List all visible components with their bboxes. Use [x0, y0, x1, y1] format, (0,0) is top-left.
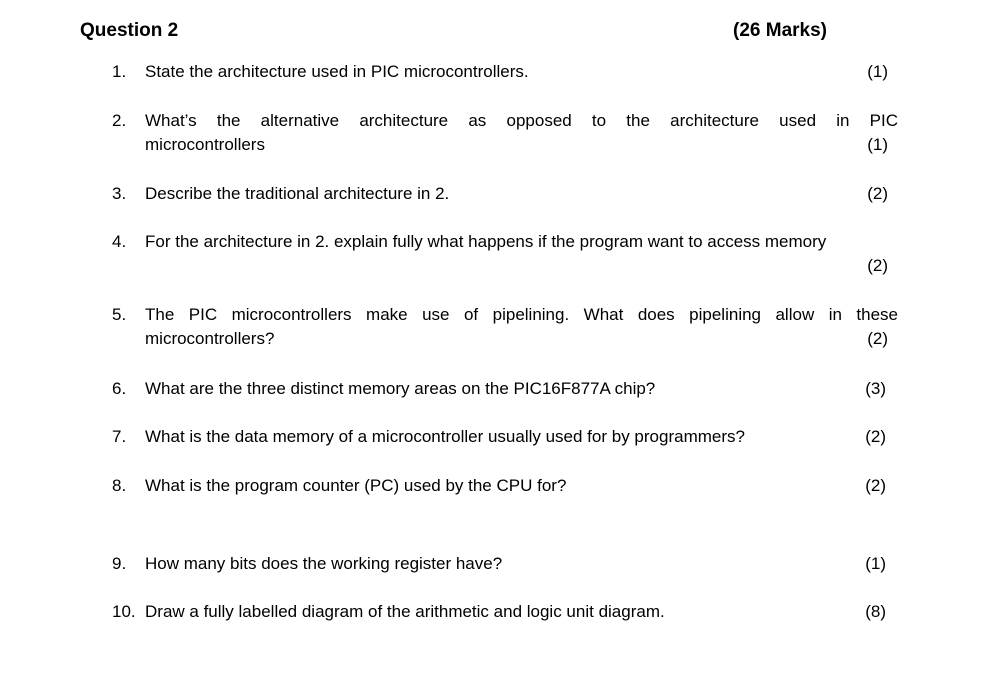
- question-marks: (1): [865, 554, 886, 573]
- question-number: 9.: [112, 554, 127, 573]
- question-marks: (3): [865, 379, 886, 398]
- question-number: 7.: [112, 427, 127, 446]
- question-text: Describe the traditional architecture in 2.: [145, 184, 450, 203]
- question-text: What is the program counter (PC) used by the CPU for?: [145, 476, 567, 495]
- question-text: The PIC microcontrollers make use of pipelining. What does pipelining allow in these: [145, 305, 898, 324]
- question-text: What are the three distinct memory areas on the PIC16F877A chip?: [145, 379, 656, 398]
- question-text: What is the data memory of a microcontroller usually used for by programmers?: [145, 427, 745, 446]
- question-text-continued: microcontrollers: [145, 135, 265, 154]
- question-text: State the architecture used in PIC microcontrollers.: [145, 62, 529, 81]
- question-marks: (1): [867, 135, 888, 154]
- question-marks: (2): [867, 256, 888, 275]
- question-marks: (2): [865, 427, 886, 446]
- question-marks: (8): [865, 602, 886, 621]
- question-text: For the architecture in 2. explain fully what happens if the program want to access memory: [145, 232, 827, 251]
- question-text: What’s the alternative architecture as opposed to the architecture used in PIC: [145, 111, 898, 130]
- question-number: 3.: [112, 184, 127, 203]
- total-marks: (26 Marks): [733, 20, 827, 41]
- question-text: Draw a fully labelled diagram of the arithmetic and logic unit diagram.: [145, 602, 665, 621]
- question-marks: (2): [867, 184, 888, 203]
- question-marks: (2): [867, 329, 888, 348]
- question-number: 5.: [112, 305, 127, 324]
- question-marks: (1): [867, 62, 888, 81]
- question-number: 2.: [112, 111, 127, 130]
- question-text-continued: microcontrollers?: [145, 329, 275, 348]
- question-number: 6.: [112, 379, 127, 398]
- question-number: 4.: [112, 232, 127, 251]
- question-number: 8.: [112, 476, 127, 495]
- question-marks: (2): [865, 476, 886, 495]
- question-number: 1.: [112, 62, 127, 81]
- question-number: 10.: [112, 602, 136, 621]
- question-text: How many bits does the working register have?: [145, 554, 503, 573]
- question-title: Question 2: [80, 20, 179, 41]
